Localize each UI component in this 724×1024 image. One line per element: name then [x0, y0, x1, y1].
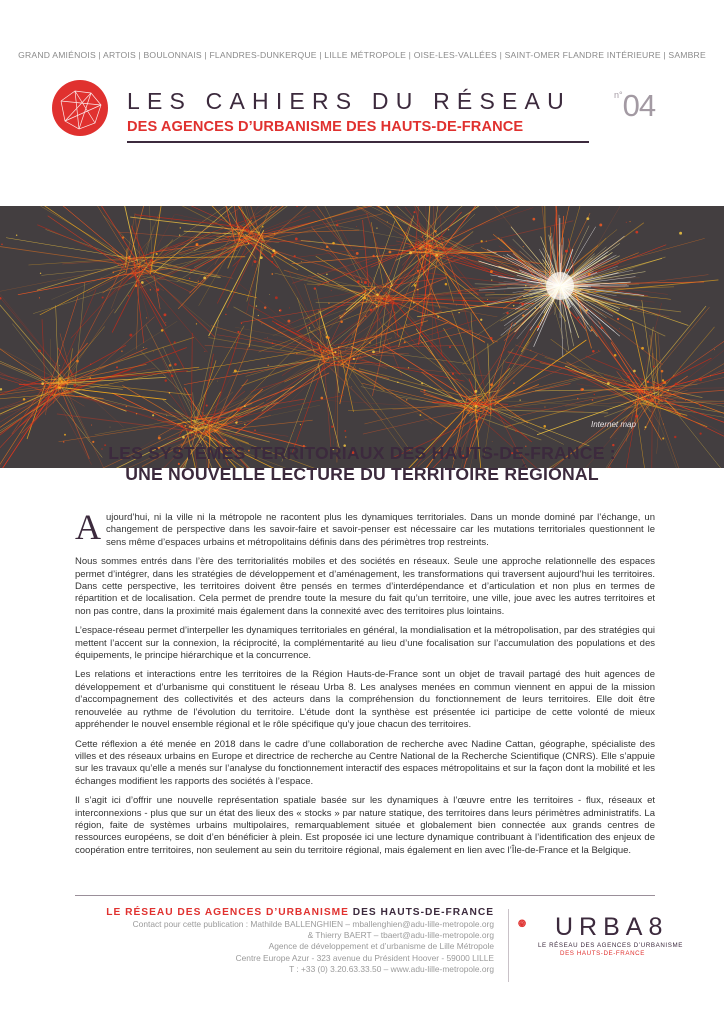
urba8-logo-text: URBA8 [555, 913, 669, 941]
article-body [75, 507, 655, 864]
series-subtitle: DES AGENCES D’URBANISME DES HAUTS-DE-FRANCE [127, 119, 524, 135]
drop-cap: A [75, 507, 101, 547]
issue-number [614, 88, 655, 124]
paragraph-2: Nous sommes entrés dans l’ère des territorialités mobiles et des sociétés en réseaux. Seule une approche relationnelle des espaces permet d’intégrer, dans les stratégies de développement et d’aménagement, les transformations qui traversent aujourd’hui les territoires. Dans cette perspective, les territoires doivent être pensés en termes d’interdépendance et d’articulation et non plus en termes de répartition et de localisation. Cela permet de prendre toute la mesure du fait qu’un territoire, une ville, joue avec les autres territoires et non pas contre, dans la proximité mais également dans la connexité avec des territoires plus lointains. [75, 556, 655, 617]
issue-value: 04 [622, 88, 656, 123]
urba8-tagline-1: LE RÉSEAU DES AGENCES D’URBANISME [538, 942, 683, 949]
contact-line-1: Contact pour cette publication : Mathilde BALLENGHIEN – mballenghien@adu-lille-metropole.org [132, 919, 494, 929]
network-globe-icon [51, 79, 109, 137]
footer-heading: LE RÉSEAU DES AGENCES D’URBANISME DES HAUTS-DE-FRANCE [106, 907, 494, 918]
article-title-line1: LES SYSTÈMES TERRITORIAUX DES HAUTS-DE-FRANCE : [108, 443, 616, 463]
contact-line-3: Agence de développement et d’urbanisme de Lille Métropole [268, 941, 494, 952]
paragraph-6: Il s’agit ici d’offrir une nouvelle représentation spatiale basée sur les dynamiques à l’œuvre entre les territoires - flux, réseaux et interconnexions - plus que sur un état des lieux des « stocks » par nature statique, des territoires dans leurs périmètres administratifs. La région, faite de systèmes urbains multipolaires, remarquablement située et globalement bien connectée aux grands centres de ressources européens, se doit d’en bénéficier à plein. Est proposée ici une lecture dynamique contribuant à l’identification des enjeux de coopération entre territoires, non seulement au sein du territoire régional, mais également en lien avec l’Île-de-France et la Belgique. [75, 795, 655, 856]
paragraph-5: Cette réflexion a été menée en 2018 dans le cadre d’une collaboration de recherche avec Nadine Cattan, géographe, spécialiste des villes et des réseaux urbains en Europe et directrice de recherche au Centre National de la Recherche Scientifique (CNRS). Elle s’appuie sur les travaux qu’elle a menés sur l’analyse du fonctionnement interactif des espaces métropolitains et sur la façon dont la mobilité et les échanges modifient les rapports des sociétés à l’espace. [75, 738, 655, 787]
urba8-network-icon [518, 908, 554, 944]
issue-prefix: n° [614, 90, 623, 100]
series-title: LES CAHIERS DU RÉSEAU [127, 88, 571, 114]
paragraph-4: Les relations et interactions entre les territoires de la Région Hauts-de-France sont un objet de travail partagé des huit agences de développement et d’urbanisme qui constituent le réseau Urba 8. Les analyses menées en commun viennent en appui de la mission d’accompagnement des collectivités et des acteurs dans la compréhension du fonctionnement de leurs territoires. Elle doit être renouvelée au rythme de l’évolution du territoire. L’étude dont la synthèse est présentée ici participe de cette volonté de mieux appréhender le nouvel ensemble régional et le rôle spécifique qu’y joue chacun des territoires. [75, 669, 655, 731]
article-title [0, 443, 724, 485]
paragraph-1: Aujourd’hui, ni la ville ni la métropole ne racontent plus les dynamiques territoriales. Dans un monde dominé par l’échange, un changement de perspective dans les savoir-faire et savoir-penser est nécessaire car les mutations territoriales questionnent le sens même d’espaces urbains et métropolitains définis dans des périmètres trop restreints. [75, 507, 655, 548]
article-title-line2: UNE NOUVELLE LECTURE DU TERRITOIRE RÉGIONAL [125, 464, 599, 484]
contact-line-4: Centre Europe Azur - 323 avenue du Président Hoover - 59000 LILLE [235, 952, 494, 963]
contact-line-5: T : +33 (0) 3.20.63.33.50 – www.adu-lille-metropole.org [289, 963, 494, 974]
title-divider [127, 141, 589, 143]
urba8-tagline-2: DES HAUTS-DE-FRANCE [560, 950, 645, 957]
footer-vertical-divider [508, 909, 509, 982]
agencies-list: GRAND AMIÉNOIS | ARTOIS | BOULONNAIS | FLANDRES-DUNKERQUE | LILLE MÉTROPOLE | OISE-LES-VALLÉES | SAINT-OMER FLANDRE INTÉRIEURE | SAMBRE [18, 50, 706, 60]
footer-divider [75, 895, 655, 896]
paragraph-3: L’espace-réseau permet d’interpeller les dynamiques territoriales en général, la mondialisation et la métropolisation, par des stratégies qui mettent l’accent sur la connexion, la réciprocité, la complémentarité au lieu d’une focalisation sur l’accumulation des populations et des équipements, le principe hiérarchique et la concurrence. [75, 625, 655, 662]
contact-line-2: & Thierry BAERT – tbaert@adu-lille-metropole.org [307, 930, 494, 941]
hero-caption: Internet map [591, 420, 636, 429]
footer-contact [0, 906, 494, 975]
